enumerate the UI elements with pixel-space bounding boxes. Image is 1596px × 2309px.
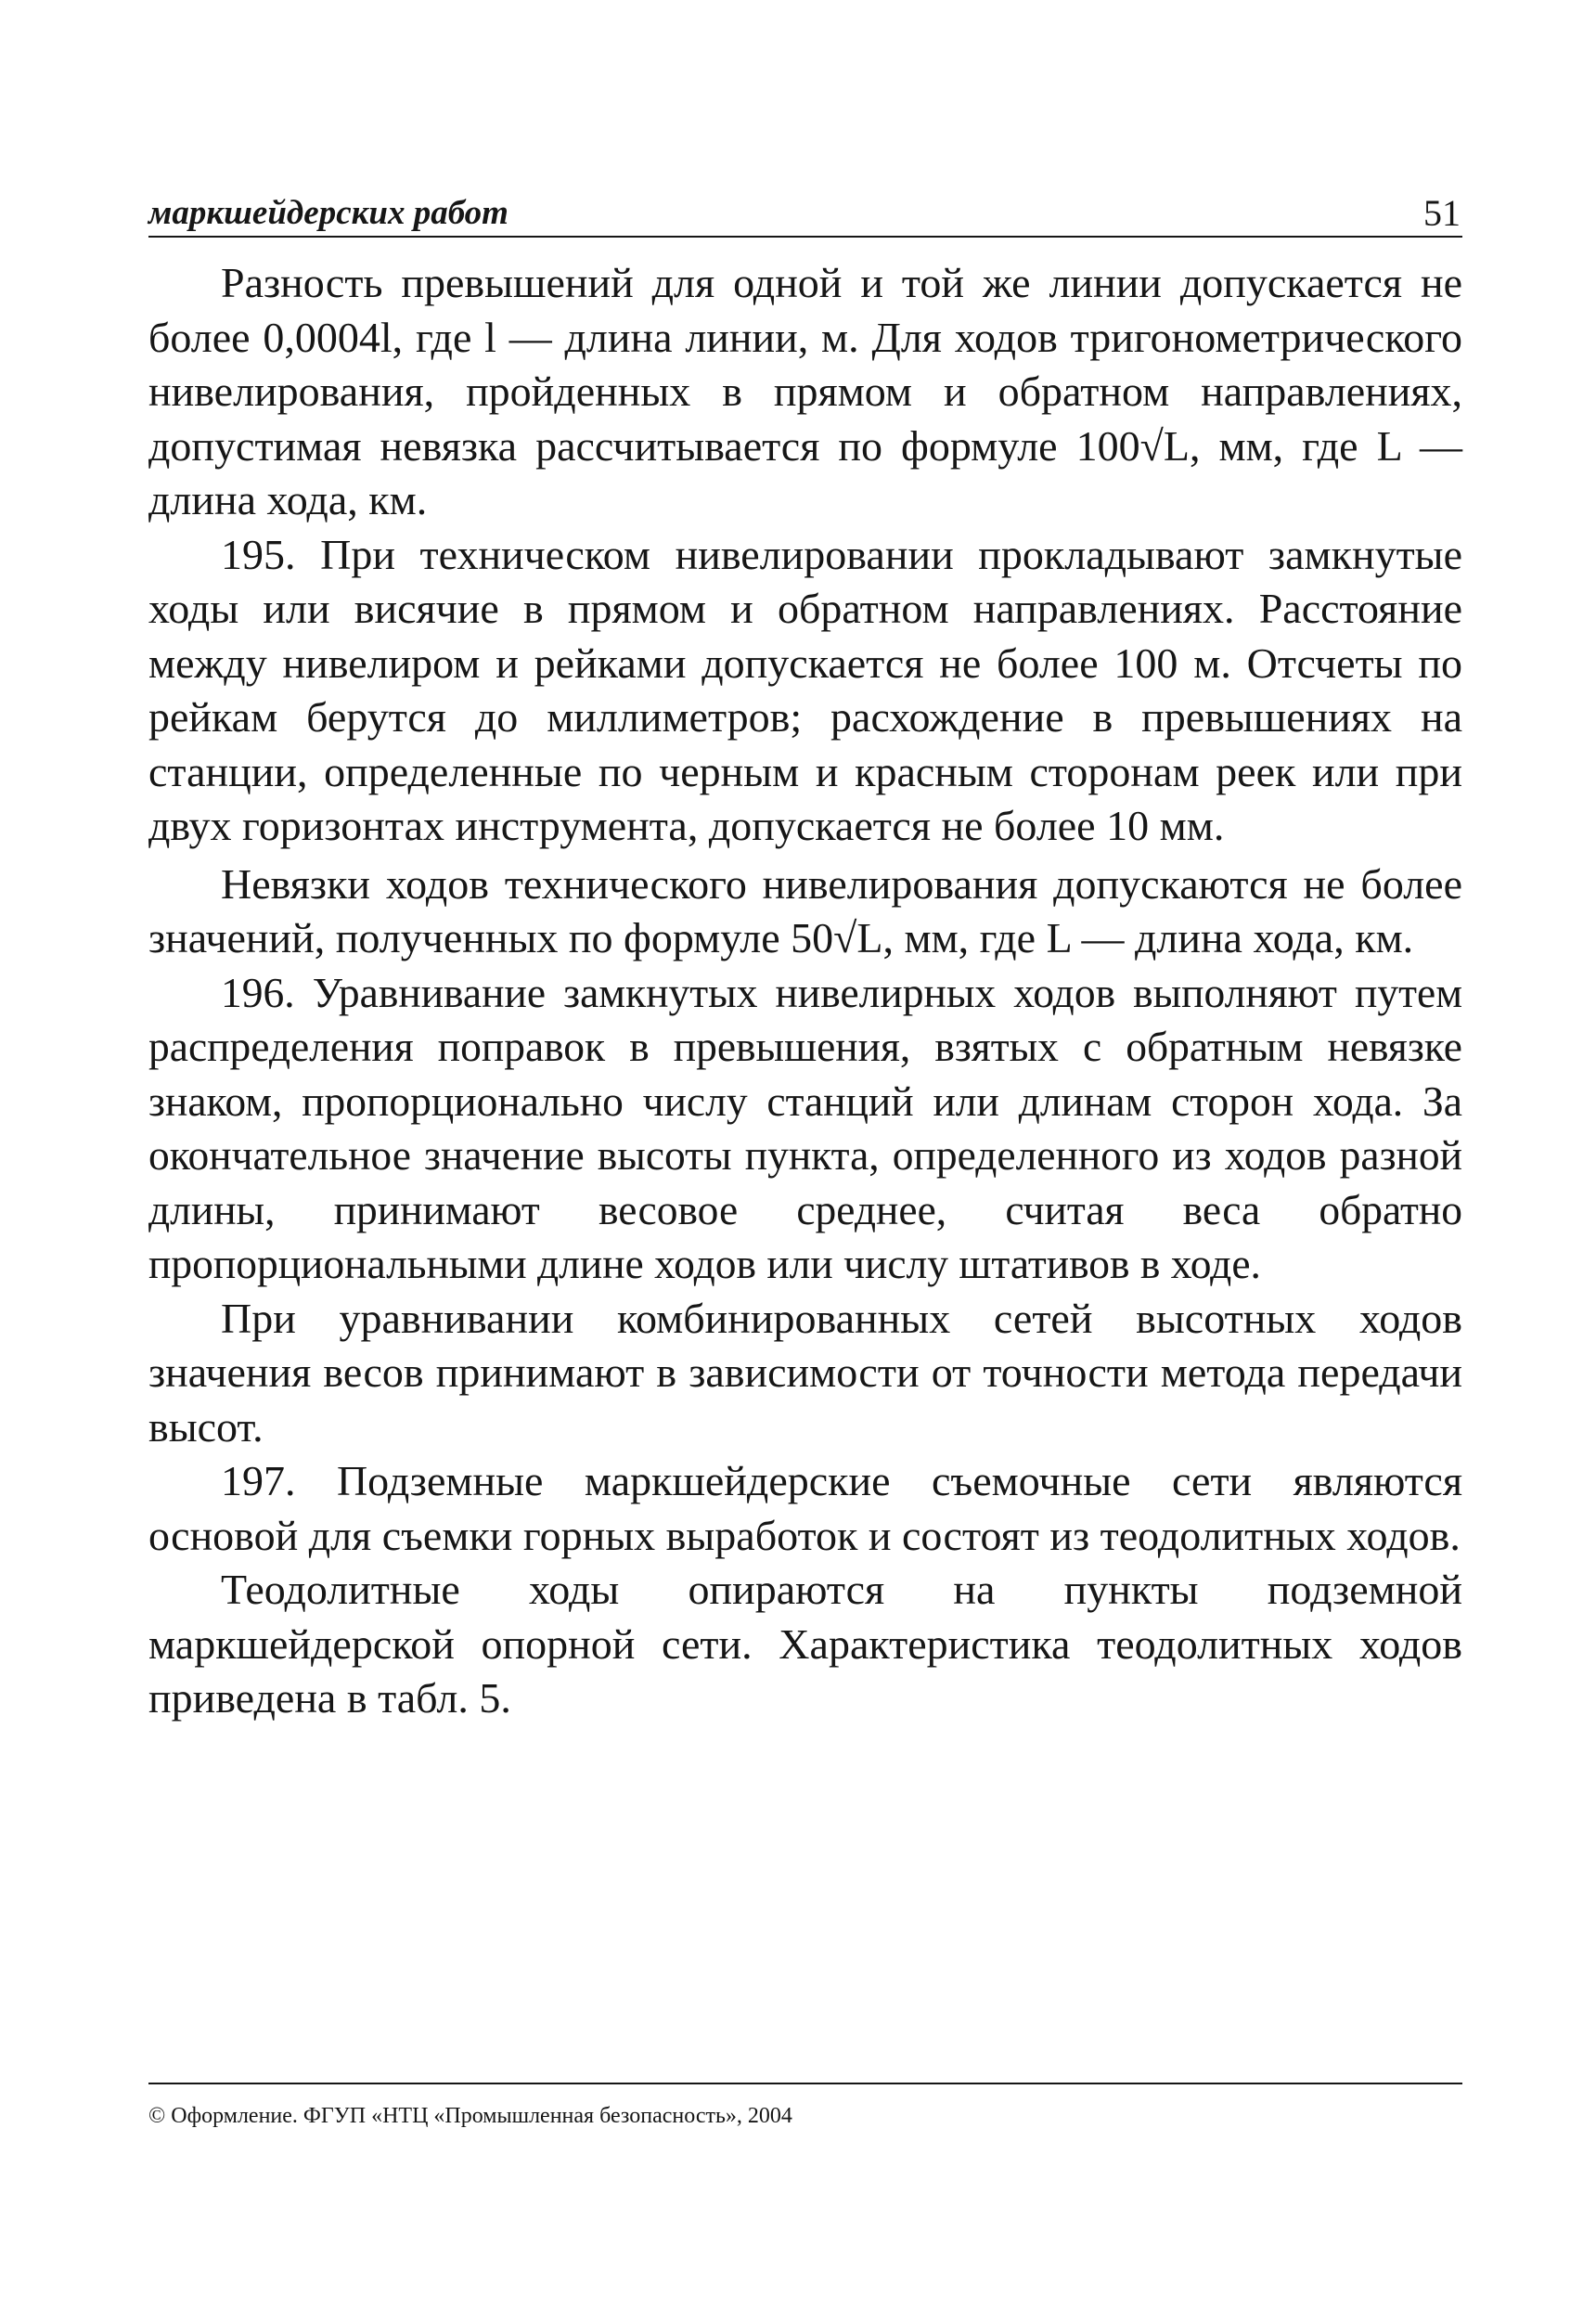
copyright-footer: © Оформление. ФГУП «НТЦ «Промышленная безопасность», 2004 — [148, 2104, 792, 2128]
running-header — [148, 191, 1462, 238]
paragraph-6: 197. Подземные маркшейдерские съемочные сети являются основой для съемки горных выработок и состоят из теодолитных ходов. — [148, 1457, 1462, 1559]
page-number: 51 — [1423, 192, 1461, 234]
paragraph-7: Теодолитные ходы опираются на пункты подземной маркшейдерской опорной сети. Характеристика теодолитных ходов приведена в табл. 5. — [148, 1566, 1462, 1722]
paragraph-2: 195. При техническом нивелировании прокладывают замкнутые ходы или висячие в прямом и обратном направлениях. Расстояние между нивелиром и рейками допускается не более 100 м. Отсчеты по рейкам берутся до миллиметров; расхождение в превышениях на станции, определенные по черным и красным сторонам реек или при двух горизонтах инструмента, допускается не более 10 мм. — [148, 530, 1462, 849]
paragraph-4: 196. Уравнивание замкнутых нивелирных ходов выполняют путем распределения поправок в превышения, взятых с обратным невязке знаком, пропорционально числу станций или длинам сторон хода. За окончательное значение высоты пункта, определенного из ходов разной длины, принимают весовое среднее, считая веса обратно пропорциональными длине ходов или числу штативов в ходе. — [148, 968, 1462, 1287]
paragraph-5: При уравнивании комбинированных сетей высотных ходов значения весов принимают в зависимости от точности метода передачи высот. — [148, 1294, 1462, 1451]
footer-divider — [148, 2083, 1462, 2084]
running-header-title: маркшейдерских работ — [148, 194, 508, 232]
paragraph-3: Невязки ходов технического нивелирования допускаются не более значений, полученных по формуле 50√L, мм, где L — длина хода, км. — [148, 859, 1462, 961]
body-text — [148, 256, 1462, 1726]
paragraph-1: Разность превышений для одной и той же линии допускается не более 0,0004l, где l — длина линии, м. Для ходов тригонометрического нивелирования, пройденных в прямом и обратном направлениях, допустимая невязка рассчитывается по формуле 100√L, мм, где L — длина хода, км. — [148, 259, 1463, 523]
